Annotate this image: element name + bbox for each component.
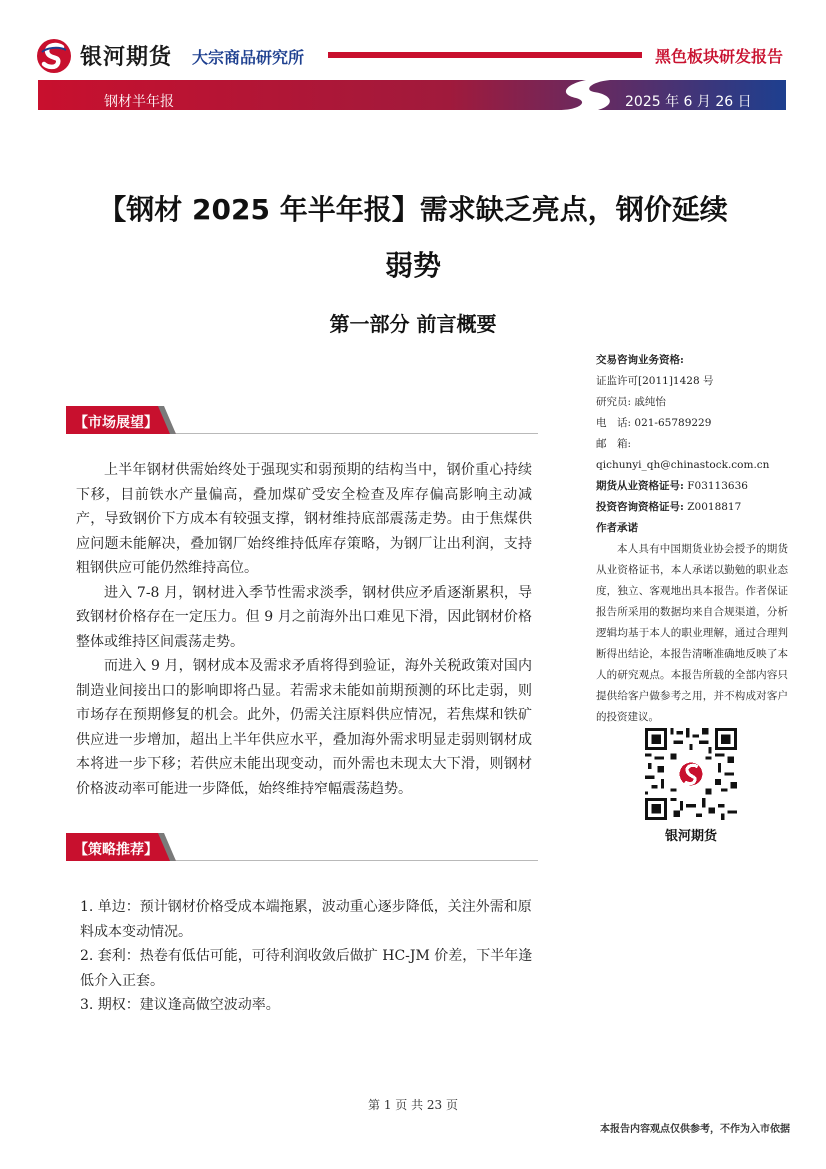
phone-number: 021-65789229: [634, 417, 712, 429]
pledge-text: 本人具有中国期货业协会授予的期货从业资格证书，本人承诺以勤勉的职业态度，独立、客观地出具本报告。作者保证报告所采用的数据均来自合规渠道，分析逻辑均基于本人的职业理解，通过合理判断得出结论，本报告清晰准确地反映了本人的研究观点。本报告所载的全部内容只提供给客户做参考之用，并不构成对客户的投资建议。: [596, 543, 788, 723]
market-paragraph: 上半年钢材供需始终处于强现实和弱预期的结构当中，钢价重心持续下移，目前铁水产量偏高，叠加煤矿受安全检查及库存偏高影响主动减产，导致钢价下方成本有较强支撑，钢材维持底部震荡走势。由于焦煤供应问题未能解决，叠加钢厂始终维持低库存策略，为钢厂让出利润，支持粗钢供应可能仍然维持高位。: [76, 462, 532, 576]
report-title: [40, 182, 786, 294]
advisor-cert-label: 投资咨询资格证号:: [596, 501, 684, 513]
company-name: 银河期货: [80, 45, 173, 70]
author-info: [596, 350, 792, 723]
pledge-title: 作者承诺: [596, 522, 638, 534]
qr-code-icon[interactable]: [645, 728, 737, 820]
analyst-name: 戚纯怡: [634, 396, 666, 408]
report-kind: 黑色板块研发报告: [655, 47, 784, 66]
futures-cert-label: 期货从业资格证号:: [596, 480, 684, 492]
email-label: 邮 箱:: [596, 438, 632, 450]
qualification-label: 交易咨询业务资格:: [596, 354, 684, 366]
strategy-tag: 【策略推荐】: [74, 842, 158, 858]
strategy-item: 2. 套利：热卷有低估可能，可待利润收敛后做扩 HC-JM 价差，下半年逢低介入正套。: [80, 948, 533, 989]
analyst-label: 研究员:: [596, 396, 632, 408]
email-address[interactable]: qichunyi_qh@chinastock.com.cn: [596, 459, 770, 471]
qr-caption: 银河期货: [664, 829, 717, 844]
phone-label: 电 话:: [596, 417, 632, 429]
market-paragraph: 而进入 9 月，钢材成本及需求矛盾将得到验证，海外关税政策对国内制造业间接出口的影响即将凸显。若需求未能如前期预测的环比走弱，则市场存在预期修复的机会。此外，仍需关注原料供应情况，若焦煤和铁矿供应进一步增加，超出上半年供应水平，叠加海外需求明显走弱则钢材成本将进一步下移；若供应未能出现变动，而外需也未现太大下滑，则钢材价格波动率可能进一步降低，始终维持窄幅震荡趋势。: [76, 658, 532, 797]
institute-name: 大宗商品研究所: [192, 48, 305, 67]
report-title-line2: 弱势: [384, 249, 441, 282]
strategy-list: [80, 895, 536, 1018]
section-title: 第一部分 前言概要: [329, 312, 497, 336]
report-series: 钢材半年报: [104, 94, 174, 110]
market-outlook-text: [76, 458, 532, 801]
market-outlook-tag: 【市场展望】: [74, 415, 158, 431]
galaxy-s-logo-icon: [36, 38, 72, 74]
report-title-line1: 【钢材 2025 年半年报】需求缺乏亮点，钢价延续: [98, 193, 728, 226]
market-tag-divider: [176, 433, 538, 434]
footer-disclaimer: 本报告内容观点仅供参考，不作为入市依据: [600, 1124, 790, 1135]
header-divider: [328, 52, 642, 58]
futures-cert-number: F03113636: [687, 480, 748, 492]
advisor-cert-number: Z0018817: [687, 501, 742, 513]
report-date: 2025 年 6 月 26 日: [625, 94, 752, 110]
strategy-tag-divider: [176, 860, 538, 861]
market-paragraph: 进入 7-8 月，钢材进入季节性需求淡季，钢材供应矛盾逐渐累积，导致钢材价格存在一定压力。但 9 月之前海外出口难见下滑，因此钢材价格整体或维持区间震荡走势。: [76, 584, 532, 650]
strategy-item: 1. 单边：预计钢材价格受成本端拖累，波动重心逐步降低，关注外需和原料成本变动情况。: [80, 899, 532, 940]
page-number: 第 1 页 共 23 页: [368, 1098, 458, 1112]
license-number: 证监许可[2011]1428 号: [596, 375, 714, 387]
strategy-item: 3. 期权：建议逢高做空波动率。: [80, 997, 280, 1013]
